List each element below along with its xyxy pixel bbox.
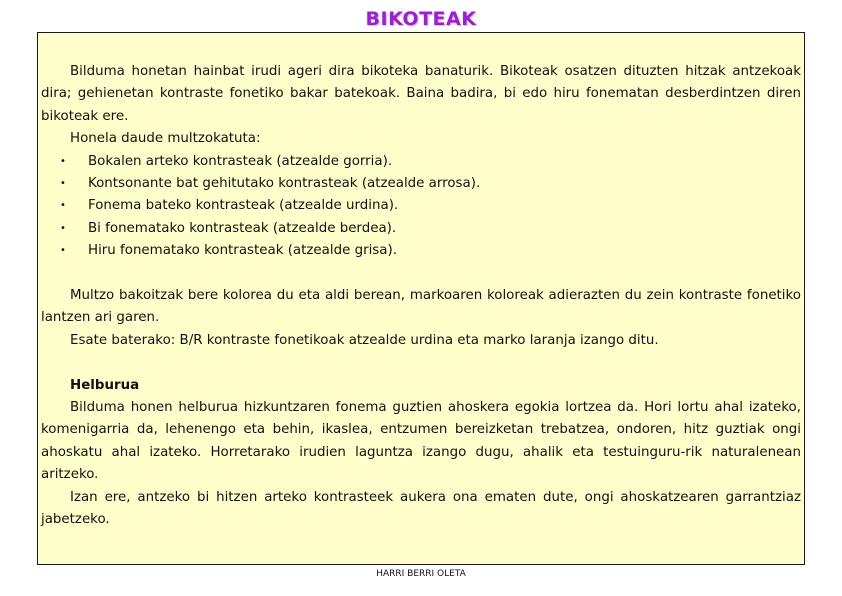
groups-intro: Honela daude multzokatuta: bbox=[70, 131, 261, 147]
list-item bbox=[41, 151, 801, 173]
colors-paragraph: Multzo bakoitzak bere kolorea du eta aldi berean, markoaren koloreak adierazten du zein kontraste fonetiko lantzen ari garen. bbox=[41, 288, 801, 326]
section-heading: Helburua bbox=[70, 377, 140, 393]
bullet-icon: • bbox=[60, 222, 66, 234]
bullet-icon: • bbox=[60, 245, 66, 257]
bullet-icon: • bbox=[60, 200, 66, 212]
list-item bbox=[41, 240, 801, 262]
footer-text: HARRI BERRI OLETA bbox=[376, 569, 466, 579]
list-item bbox=[41, 173, 801, 195]
goal-paragraph-2: Izan ere, antzeko bi hitzen arteko kontrasteek aukera ona ematen dute, ongi ahoskatzearen garrantziaz jabetzeko. bbox=[41, 489, 801, 528]
list-item bbox=[41, 195, 801, 217]
page-title: BIKOTEAK bbox=[365, 8, 477, 30]
groups-list bbox=[41, 151, 801, 263]
example-paragraph: Esate baterako: B/R kontraste fonetikoak atzealde urdina eta marko laranja izango ditu. bbox=[70, 332, 659, 348]
intro-paragraph: Bilduma honetan hainbat irudi ageri dira bikoteka banaturik. Bikoteak osatzen dituzten hitzak antzekoak dira; gehienetan kontraste fonetiko bakar batekoak. Baina badira, bi edo hiru fonematan desberdintzen diren bikoteak ere. bbox=[41, 64, 801, 124]
spacer bbox=[41, 263, 801, 285]
list-item bbox=[41, 218, 801, 240]
list-item-text: Hiru fonematako kontrasteak (atzealde grisa). bbox=[88, 243, 397, 259]
bullet-icon: • bbox=[60, 155, 66, 167]
bullet-icon: • bbox=[60, 178, 66, 190]
list-item-text: Bi fonematako kontrasteak (atzealde berdea). bbox=[88, 220, 397, 236]
list-item-text: Bokalen arteko kontrasteak (atzealde gorria). bbox=[88, 153, 393, 169]
spacer bbox=[41, 352, 801, 374]
content-box bbox=[37, 32, 805, 565]
list-item-text: Kontsonante bat gehitutako kontrasteak (atzealde arrosa). bbox=[88, 176, 481, 192]
goal-paragraph: Bilduma honen helburua hizkuntzaren fonema guztien ahoskera egokia lortzea da. Hori lortu ahal izateko, komenigarria da, lehenengo eta behin, ikaslea, entzumen bereizketan trebatzea, ondoren, hitz guztiak ongi ahoskatu ahal izateko. Horretarako irudien laguntza izango dugu, ahalik eta testuinguru-rik naturalenean aritzeko. bbox=[41, 400, 801, 483]
list-item-text: Fonema bateko kontrasteak (atzealde urdina). bbox=[88, 198, 399, 214]
